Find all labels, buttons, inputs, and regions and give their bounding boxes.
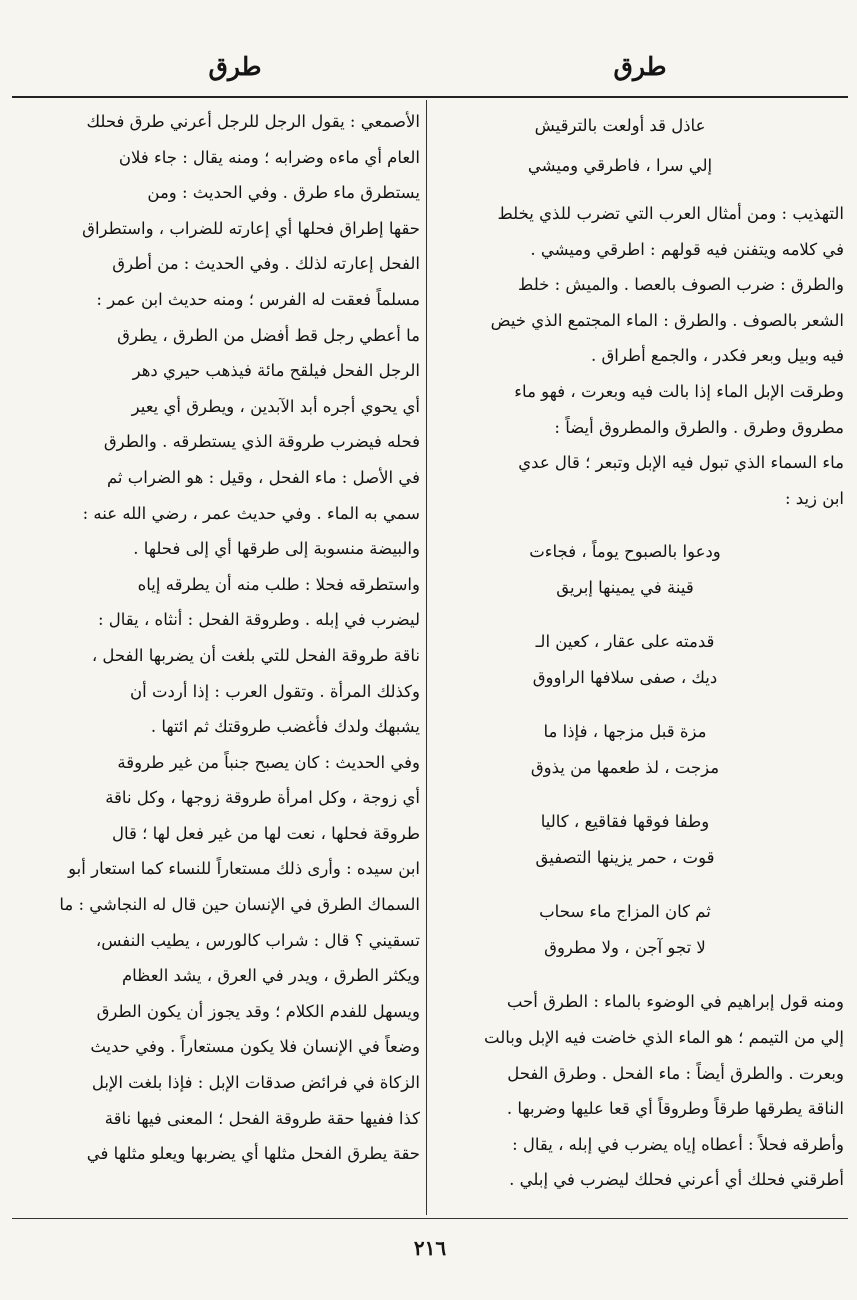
text-line: ابن سيده : وأرى ذلك مستعاراً للنساء كما استعار أبو — [68, 859, 420, 879]
text-line: الأصمعي : يقول الرجل للرجل أعرني طرق فحلك — [86, 112, 420, 131]
page-header-left-word: طرق — [208, 52, 262, 81]
text-line: فحله فيضرب طروقة الذي يستطرقه . والطرق — [103, 432, 420, 452]
text-line: ناقة طروقة الفحل للتي بلغت أن يضربها الفحل ، — [91, 645, 420, 665]
text-line: ليضرب في إبله . وطروقة الفحل : أنثاه ، يقال : — [97, 610, 420, 630]
page-number: ٢١٦ — [413, 1236, 447, 1260]
paragraph-ibrahim — [436, 984, 844, 1198]
text-line: حقها إطراق فحلها أي إعارته للضراب ، واستطراق — [82, 218, 420, 238]
text-line: إلي من التيمم ؛ هو الماء الذي خاضت فيه الإبل وبالت — [484, 1027, 844, 1047]
text-line: أي زوجة ، وكل امرأة طروقة زوجها ، وكل ناقة — [105, 788, 420, 808]
text-line: يشبهك ولدك فأغضب طروقتك ثم ائتها . — [150, 717, 420, 737]
text-line: مطروق وطرق . والطرق والمطروق أيضاً : — [554, 417, 844, 437]
text-line: التهذيب : ومن أمثال العرب التي تضرب للذي يخلط — [497, 204, 844, 223]
text-line: وفي الحديث : كان يصبح جنباً من غير طروقة — [117, 752, 420, 772]
text-line: سمي به الماء . وفي حديث عمر ، رضي الله عنه : — [82, 503, 420, 523]
text-line: العام أي ماءه وضرابه ؛ ومنه يقال : جاء فلان — [118, 147, 420, 167]
text-line: الزكاة في فرائض صدقات الإبل : فإذا بلغت الإبل — [91, 1073, 420, 1093]
opening-verse-line: عاذل قد أولعت بالترقيش — [534, 116, 706, 135]
poem-verse-line: ديك ، صفى سلافها الراووق — [532, 668, 718, 688]
text-line: يستطرق ماء طرق . وفي الحديث : ومن — [147, 183, 420, 203]
text-line: حقة يطرق الفحل مثلها أي يضربها ويعلو مثلها في — [86, 1144, 420, 1164]
text-line: وطرقت الإبل الماء إذا بالت فيه وبعرت ، فهو ماء — [514, 381, 844, 401]
text-line: واستطرقه فحلا : طلب منه أن يطرقه إياه — [137, 574, 420, 594]
text-line: أي يحوي أجره أبد الآبدين ، ويطرق أي يعير — [131, 396, 420, 416]
text-line: ويكثر الطرق ، ويدر في العرق ، يشد العظام — [121, 966, 420, 986]
poem-verse-line: مزجت ، لذ طعمها من يذوق — [530, 758, 720, 778]
poem-verse-line: وطفا فوقها فقاقيع ، كاليا — [540, 812, 710, 832]
poem-verse-line: قينة في يمينها إبريق — [556, 578, 694, 598]
text-line: تسقيني ؟ قال : شراب كالورس ، يطيب النفس، — [95, 930, 420, 950]
poem-verse-line: مزة قبل مزجها ، فإذا ما — [543, 722, 707, 742]
text-line: كذا ففيها حقة طروقة الفحل ؛ المعنى فيها ناقة — [104, 1108, 420, 1128]
text-line: وضعاً في الإنسان فلا يكون مستعاراً . وفي حديث — [90, 1037, 420, 1057]
text-line: الرجل الفحل فيلقح مائة فيذهب حيري دهر — [132, 361, 420, 381]
text-line: والطرق : ضرب الصوف بالعصا . والميش : خلط — [518, 275, 844, 295]
column-divider — [426, 100, 427, 1215]
text-line: ويسهل للفدم الكلام ؛ وقد يجوز أن يكون الطرق — [96, 1001, 420, 1021]
text-line: الفحل إعارته لذلك . وفي الحديث : من أطرق — [112, 254, 420, 274]
left-column — [10, 104, 420, 1172]
text-line: فيه وبيل وبعر فكدر ، والجمع أطراق . — [590, 346, 844, 366]
poem-block — [436, 534, 844, 966]
poem-verse-line: ثم كان المزاج ماء سحاب — [539, 902, 711, 922]
text-line: ومنه قول إبراهيم في الوضوء بالماء : الطرق أحب — [506, 992, 844, 1012]
footer-rule — [12, 1218, 848, 1219]
text-line: الشعر بالصوف . والطرق : الماء المجتمع الذي خيض — [490, 310, 844, 330]
text-line: ماء السماء الذي تبول فيه الإبل وتبعر ؛ قال عدي — [518, 453, 844, 473]
poem-verse-line: قوت ، حمر يزينها التصفيق — [535, 848, 715, 868]
text-line: طروقة فحلها ، نعت لها من غير فعل لها ؛ قال — [111, 823, 420, 843]
text-line: وكذلك المرأة . وتقول العرب : إذا أردت أن — [130, 681, 420, 701]
text-line: السماك الطرق في الإنسان حين قال له النجاشي : ما — [59, 895, 420, 915]
page-header-right-word: طرق — [613, 52, 667, 81]
poem-verse-line: لا تجو آجن ، ولا مطروق — [544, 938, 706, 958]
text-line: مسلماً فعقت له الفرس ؛ ومنه حديث ابن عمر : — [96, 289, 420, 309]
poem-verse-line: قدمته على عقار ، كعين الـ — [535, 632, 715, 652]
text-line: وبعرت . والطرق أيضاً : ماء الفحل . وطرق الفحل — [507, 1063, 844, 1083]
text-line: ابن زيد : — [784, 488, 844, 508]
text-line: في كلامه ويتفنن فيه قولهم : اطرقي وميشي . — [530, 239, 844, 259]
text-line: وأطرقه فحلاً : أعطاه إياه يضرب في إبله ، يقال : — [512, 1134, 844, 1154]
opening-verse-line: إلي سرا ، فاطرقي وميشي — [527, 156, 713, 175]
poem-verse-line: ودعوا بالصبوح يوماً ، فجاءت — [529, 542, 721, 562]
text-line: أطرقني فحلك أي أعرني فحلك ليضرب في إبلي . — [509, 1170, 844, 1190]
text-line: في الأصل : ماء الفحل ، وقيل : هو الضراب ثم — [106, 467, 420, 487]
right-column — [436, 104, 846, 1198]
text-line: ما أعطي رجل قط أفضل من الطرق ، يطرق — [117, 325, 420, 345]
text-line: والبيضة منسوبة إلى طرقها أي إلى فحلها . — [133, 539, 420, 559]
header-rule — [12, 96, 848, 98]
text-line: الناقة يطرقها طرقاً وطروقاً أي قعا عليها وضربها . — [506, 1099, 844, 1119]
paragraph-tahdhib — [436, 196, 844, 516]
